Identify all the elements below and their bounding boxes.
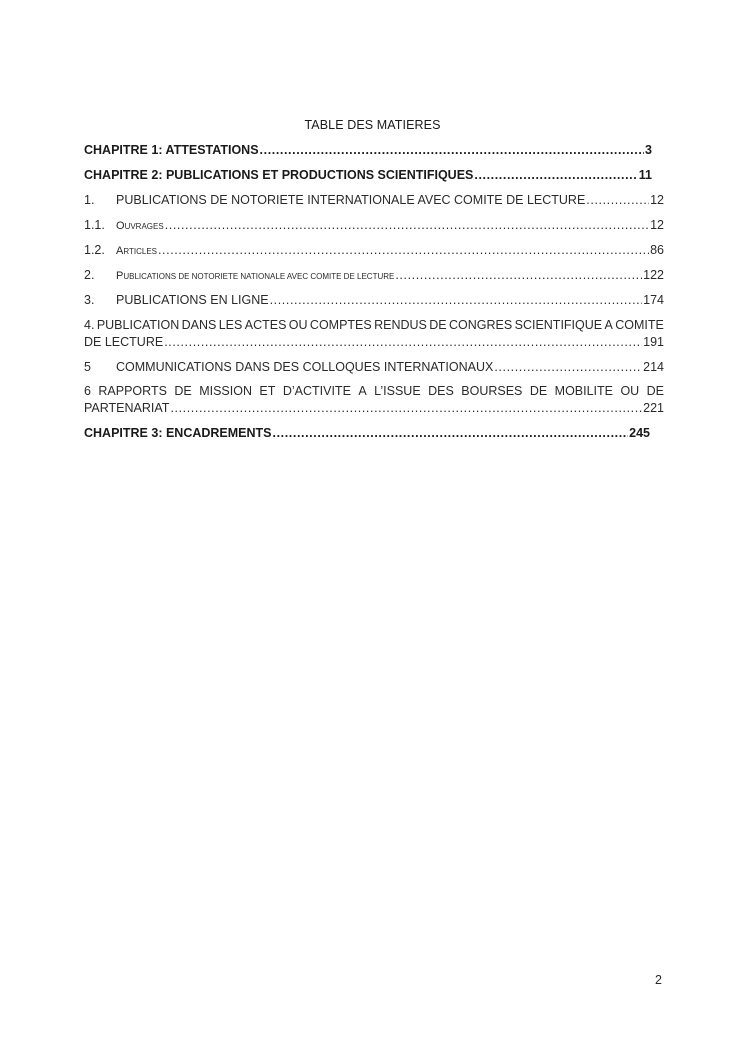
toc-section-number: 5	[84, 360, 91, 374]
toc-entry-label: PUBLICATIONS EN LIGNE	[116, 293, 269, 307]
toc-word: A	[604, 318, 613, 332]
toc-page-number: 221	[643, 401, 664, 415]
toc-word: DE	[529, 384, 548, 398]
toc-page-number: 86	[650, 243, 664, 257]
toc-word: DES	[428, 384, 454, 398]
toc-word: COMITE	[615, 318, 664, 332]
toc-word: PUBLICATION	[96, 318, 180, 332]
toc-leader-dots	[273, 426, 629, 440]
toc-word: DE	[646, 384, 664, 398]
toc-page-number: 245	[629, 426, 650, 440]
toc-entry-section-2[interactable]	[84, 268, 664, 282]
toc-section-number: 6	[84, 384, 91, 398]
toc-page-number: 214	[643, 360, 664, 374]
toc-entry-line-justified	[84, 384, 664, 398]
toc-word: RAPPORTS	[98, 384, 167, 398]
toc-word: DE	[174, 384, 192, 398]
toc-entry-label: DE LECTURE	[84, 335, 164, 349]
toc-word: SCIENTIFIQUE	[514, 318, 603, 332]
toc-leader-dots	[164, 335, 642, 349]
toc-leader-dots	[165, 218, 649, 232]
toc-title: TABLE DES MATIERES	[304, 118, 441, 132]
toc-entry-section-1[interactable]	[84, 193, 664, 207]
toc-page-number: 174	[643, 293, 664, 307]
toc-entry-label: CHAPITRE 3: ENCADREMENTS	[84, 426, 272, 440]
toc-leader-dots	[260, 143, 645, 157]
toc-page-number: 191	[643, 335, 664, 349]
toc-section-number: 1.2.	[84, 243, 105, 257]
toc-entry-line-justified	[84, 318, 664, 332]
toc-word: MISSION	[199, 384, 252, 398]
toc-entry-chapter-2[interactable]	[84, 168, 652, 182]
toc-section-number: 1.	[84, 193, 95, 207]
toc-entry-chapter-3[interactable]	[84, 426, 650, 440]
toc-word: DANS	[181, 318, 217, 332]
toc-leader-dots	[474, 168, 637, 182]
toc-entry-section-1-2[interactable]	[84, 243, 664, 257]
toc-entry-label: COMMUNICATIONS DANS DES COLLOQUES INTERNATIONAUX	[116, 360, 494, 374]
toc-leader-dots	[170, 401, 642, 415]
toc-entry-label-initial: P	[116, 270, 124, 282]
toc-page-number: 12	[650, 218, 664, 232]
toc-word: RENDUS	[374, 318, 427, 332]
toc-word: ACTES	[244, 318, 287, 332]
toc-entry-chapter-1[interactable]	[84, 143, 652, 157]
toc-entry-label: PARTENARIAT	[84, 401, 170, 415]
toc-entry-line-continued	[84, 401, 664, 415]
toc-leader-dots	[586, 193, 649, 207]
toc-leader-dots	[395, 268, 642, 282]
toc-page-number: 12	[650, 193, 664, 207]
toc-word: ET	[259, 384, 276, 398]
toc-word: COMPTES	[309, 318, 372, 332]
toc-word: BOURSES	[461, 384, 523, 398]
toc-section-number: 3.	[84, 293, 95, 307]
toc-section-number: 1.1.	[84, 218, 105, 232]
toc-word: MOBILITE	[554, 384, 613, 398]
toc-entry-section-5[interactable]	[84, 360, 664, 374]
toc-word: L’ISSUE	[374, 384, 421, 398]
toc-page-number: 122	[643, 268, 664, 282]
toc-entry-label-initial: O	[116, 220, 125, 232]
toc-entry-section-1-1[interactable]	[84, 218, 664, 232]
toc-page-number: 11	[638, 168, 652, 182]
toc-leader-dots	[270, 293, 643, 307]
toc-word: D’ACTIVITE	[282, 384, 351, 398]
page-number: 2	[655, 973, 662, 987]
toc-entry-label: CHAPITRE 1: ATTESTATIONS	[84, 143, 259, 157]
toc-section-number: 4.	[84, 318, 95, 332]
toc-entry-line-continued	[84, 335, 664, 349]
toc-entry-label-initial: A	[116, 245, 124, 257]
toc-entry-label-rest: RTICLES	[123, 247, 157, 256]
toc-entry-label: PUBLICATIONS DE NOTORIETE INTERNATIONALE AVEC COMITE DE LECTURE	[116, 193, 586, 207]
toc-entry-section-3[interactable]	[84, 293, 664, 307]
toc-word: LES	[218, 318, 243, 332]
toc-page-number: 3	[645, 143, 652, 157]
toc-entry-label-rest: UVRAGES	[124, 222, 164, 231]
toc-word: A	[358, 384, 367, 398]
toc-word: DE	[429, 318, 447, 332]
toc-entry-label-rest: UBLICATIONS DE NOTORIETE NATIONALE AVEC COMITE DE LECTURE	[123, 272, 395, 281]
toc-word: CONGRES	[449, 318, 513, 332]
toc-leader-dots	[158, 243, 649, 257]
toc-leader-dots	[494, 360, 642, 374]
toc-word: OU	[288, 318, 308, 332]
toc-word: OU	[620, 384, 640, 398]
toc-section-number: 2.	[84, 268, 95, 282]
toc-entry-label: CHAPITRE 2: PUBLICATIONS ET PRODUCTIONS SCIENTIFIQUES	[84, 168, 474, 182]
